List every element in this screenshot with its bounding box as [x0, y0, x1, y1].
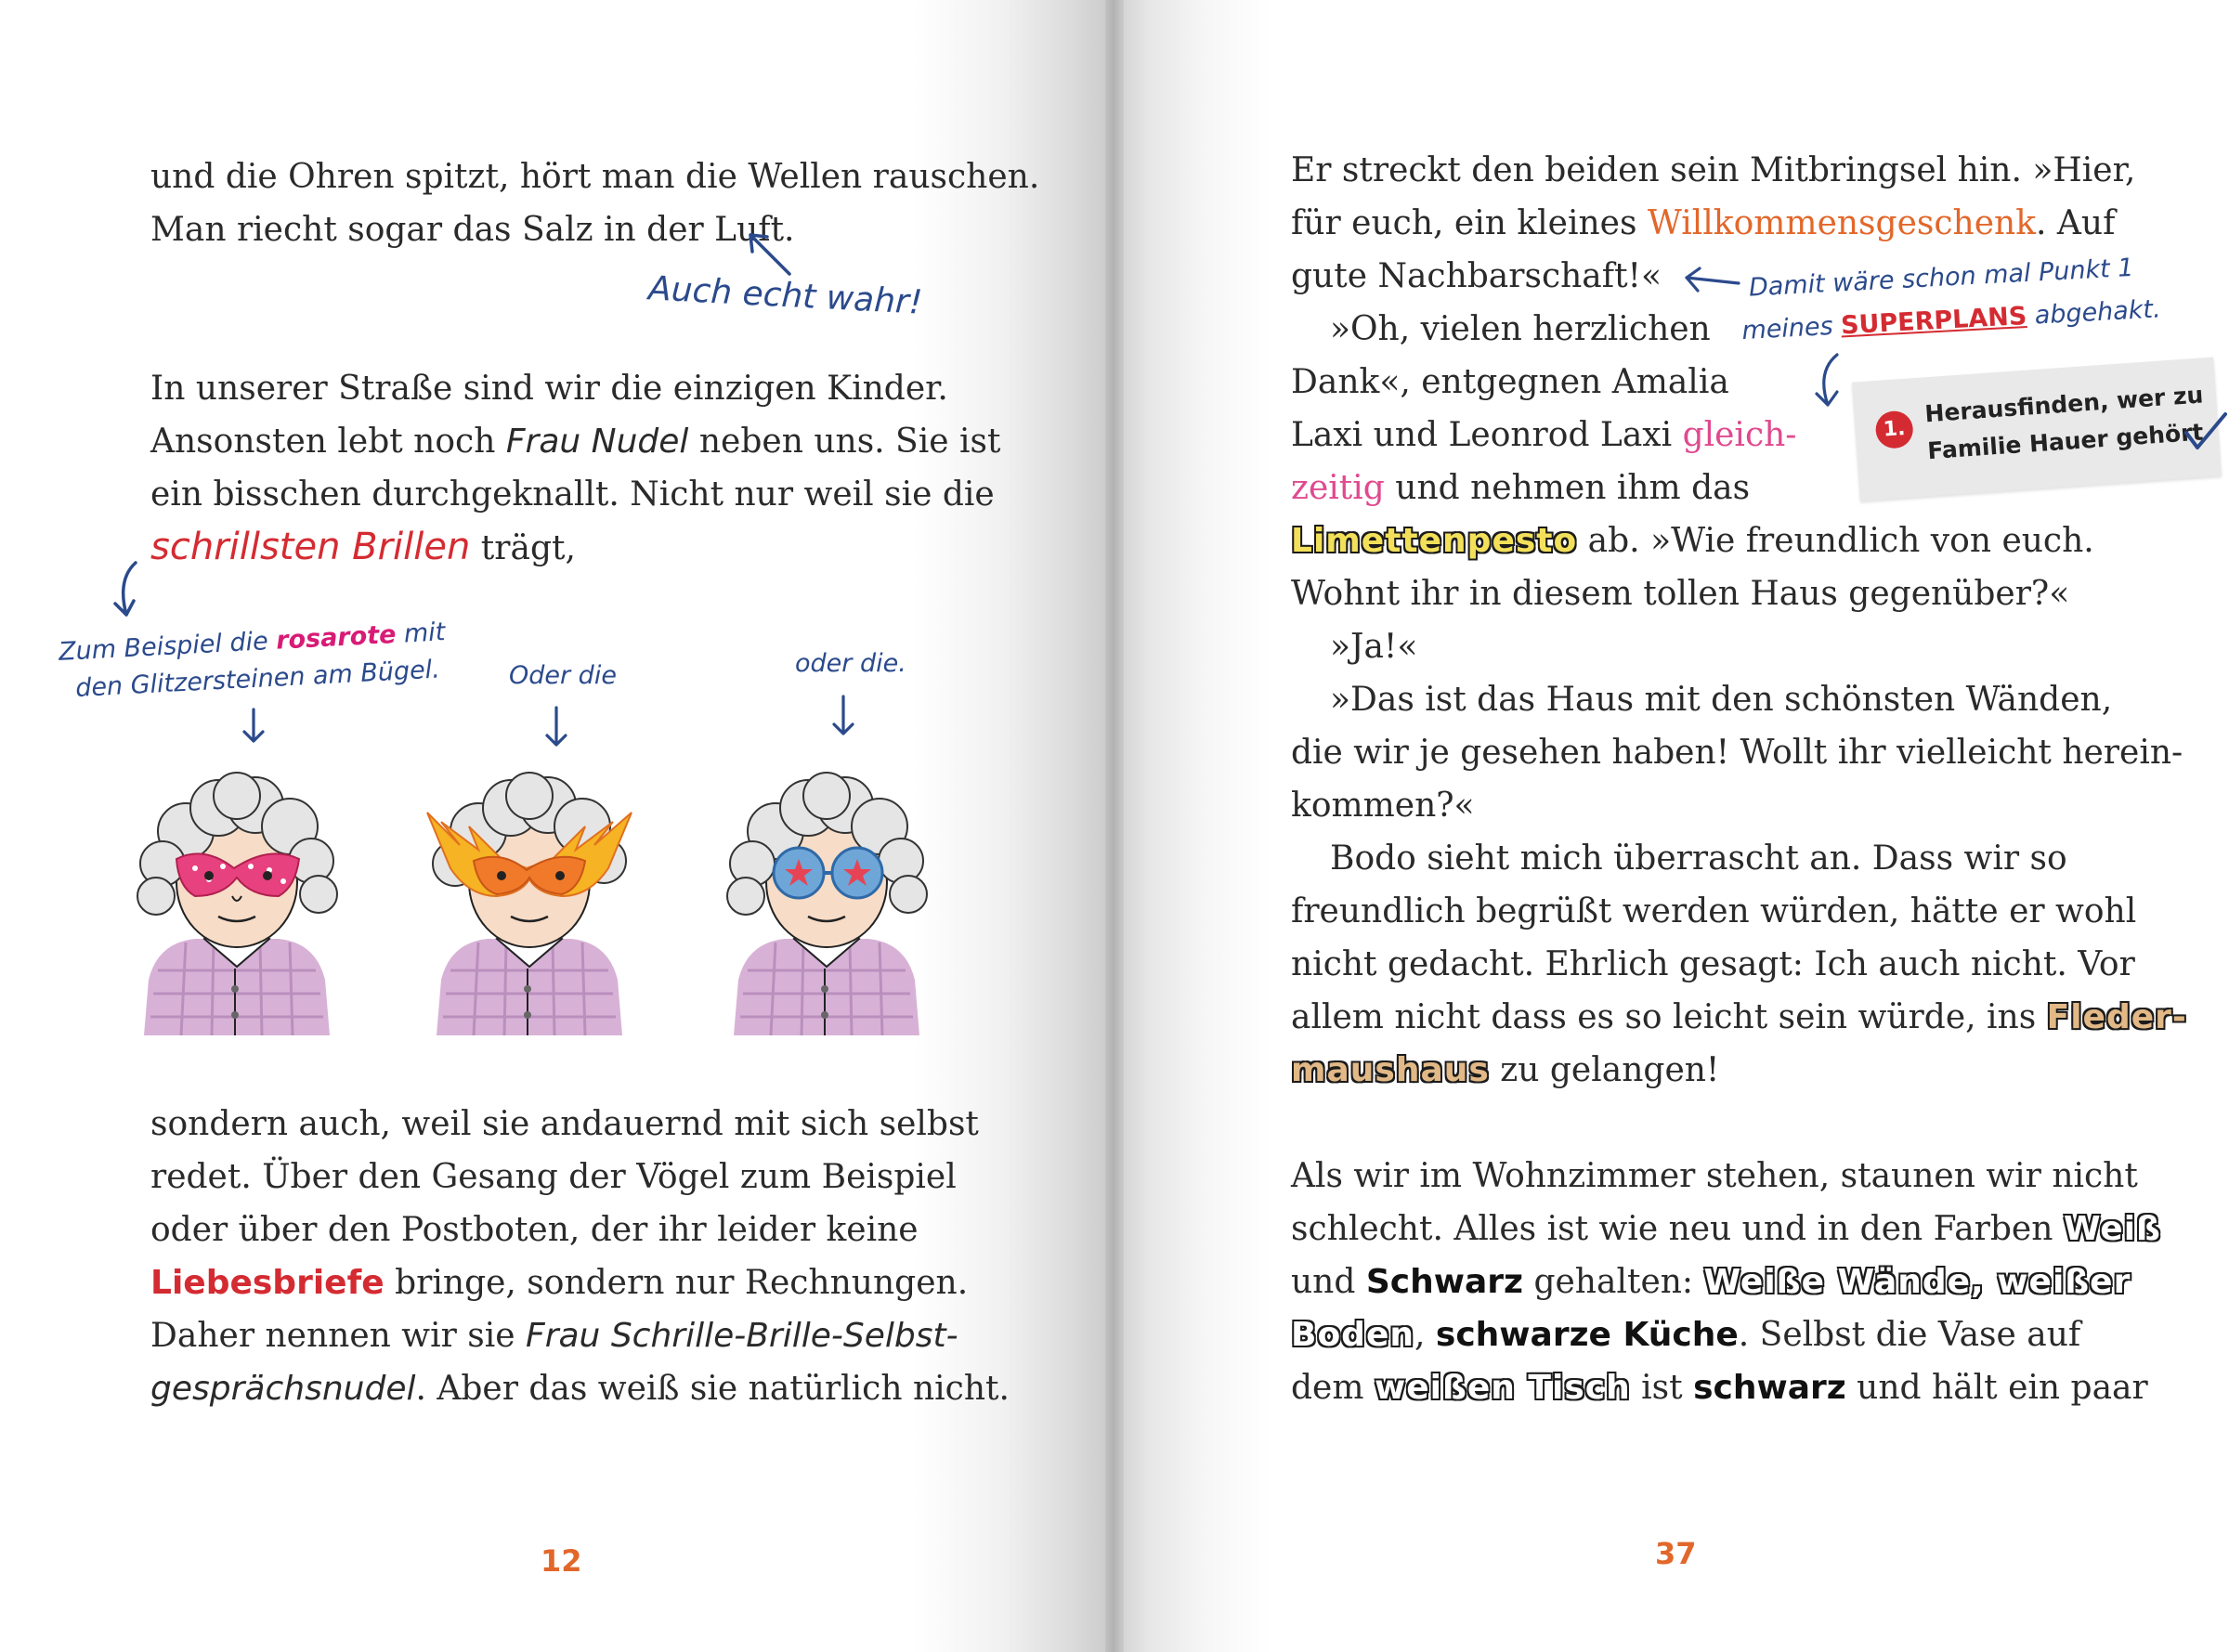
checkmark-icon [2183, 409, 2229, 455]
text-span: und nehmen ihm das [1384, 469, 1751, 507]
text-line [1291, 1255, 2187, 1308]
text-span: Damit wäre schon mal Punkt 1 [1748, 253, 2135, 303]
schwarze-kueche-text: schwarze Küche [1435, 1316, 1739, 1354]
text-line: »Das ist das Haus mit den schönsten Wänden, [1330, 681, 2113, 719]
arrow-down-icon [542, 706, 570, 750]
text-span: schlecht. Alles ist wie neu und in den Farben [1291, 1210, 2064, 1248]
text-line: und die Ohren spitzt, hört man die Wellen rauschen. [150, 158, 1040, 196]
text-line: Man riecht sogar das Salz in der Luft. [150, 211, 795, 249]
schrillsten-brillen-text: schrillsten Brillen [150, 526, 471, 568]
text-line [1291, 197, 2187, 250]
rosarote-text: rosarote [275, 619, 398, 656]
text-span: bringe, sondern nur Rechnungen. [384, 1264, 969, 1302]
text-line: gute Nachbarschaft!« [1291, 257, 1662, 295]
paragraph-1 [150, 150, 1039, 256]
liebesbriefe-text: Liebesbriefe [150, 1264, 385, 1302]
weiss-text: Weiß [2063, 1210, 2161, 1248]
text-line: freundlich begrüßt werden würden, hätte er wohl [1291, 892, 2137, 930]
text-line [150, 521, 1000, 574]
text-line [1291, 1044, 2187, 1097]
arrow-down-icon [829, 695, 857, 739]
note-card [1852, 358, 2222, 501]
text-span: Herausfinden, wer zu [1923, 381, 2205, 428]
caption-oder-die-2: oder die. [795, 649, 906, 678]
text-line: Dank«, entgegnen Amalia [1291, 363, 1729, 401]
weisse-waende-text: Weiße Wände, weißer [1703, 1263, 2131, 1301]
text-line [150, 1256, 1010, 1309]
arrow-left-icon [1679, 265, 1744, 298]
nickname-text: gesprächsnudel [150, 1370, 416, 1408]
page-number-right: 37 [1655, 1536, 1697, 1571]
text-line: Bodo sieht mich überrascht an. Dass wir so [1330, 839, 2067, 878]
text-span: neben uns. Sie ist [688, 423, 1001, 461]
text-line: redet. Über den Gesang der Vögel zum Beispiel [150, 1158, 957, 1196]
text-line [150, 1362, 1010, 1415]
curved-arrow-icon [1811, 351, 1848, 414]
willkommensgeschenk-text: Willkommensgeschenk [1647, 204, 2037, 242]
text-span: abgehakt. [2026, 294, 2162, 331]
text-span: ab. »Wie freundlich von euch. [1577, 522, 2094, 560]
gleichzeitig-text: gleich- [1682, 416, 1797, 454]
schwarz-text: schwarz [1693, 1369, 1846, 1407]
paragraph-2 [150, 362, 1000, 574]
text-span: meines [1740, 311, 1842, 346]
grandma-illustration-star-glasses [720, 757, 933, 1035]
text-line: die wir je gesehen haben! Wollt ihr vielleicht herein- [1291, 734, 2183, 772]
text-span: den Glitzersteinen am Bügel. [74, 655, 441, 704]
caption-rosarote [58, 614, 448, 709]
nickname-text: Frau Schrille-Brille-Selbst- [525, 1317, 958, 1355]
text-span: Daher nennen wir sie [150, 1317, 526, 1355]
annotation-auch-echt-wahr: Auch echt wahr! [647, 269, 924, 322]
gleichzeitig-text: zeitig [1291, 469, 1385, 507]
limettenpesto-text: Limettenpesto [1291, 522, 1578, 560]
text-span: Laxi und Leonrod Laxi [1291, 416, 1683, 454]
text-line: oder über den Postboten, der ihr leider keine [150, 1211, 919, 1249]
note-number-badge: 1. [1874, 410, 1914, 449]
text-span: . Auf [2036, 204, 2116, 242]
text-line: Als wir im Wohnzimmer stehen, staunen wir nicht [1291, 1157, 2138, 1195]
text-span: mit [395, 618, 447, 649]
text-span: Zum Beispiel die [58, 626, 278, 667]
text-line: sondern auch, weil sie andauernd mit sich selbst [150, 1105, 979, 1143]
text-line: kommen?« [1291, 787, 1475, 825]
text-line: »Oh, vielen herzlichen [1330, 310, 1711, 348]
text-span: ist [1630, 1369, 1694, 1407]
paragraph-3 [150, 1098, 1010, 1415]
frau-nudel-text: Frau Nudel [505, 423, 689, 461]
text-line [1291, 1361, 2187, 1414]
text-span: und [1291, 1263, 1366, 1301]
text-span: . Selbst die Vase auf [1738, 1316, 2081, 1354]
text-line: Er streckt den beiden sein Mitbringsel hin. »Hier, [1291, 151, 2136, 189]
boden-text: Boden [1291, 1316, 1414, 1354]
fledermaushaus-text: maushaus [1291, 1051, 1490, 1089]
text-line: In unserer Straße sind wir die einzigen Kinder. [150, 370, 948, 408]
text-span: trägt, [470, 529, 576, 567]
text-line [1291, 514, 2187, 567]
arrow-down-icon [240, 708, 267, 747]
caption-oder-die: Oder die [509, 661, 617, 690]
note-card-text [1923, 376, 2207, 470]
schwarz-text: Schwarz [1365, 1263, 1524, 1301]
text-span: und hält ein paar [1845, 1369, 2148, 1407]
book-gutter [1105, 0, 1124, 1652]
text-line [150, 1309, 1010, 1362]
left-page [0, 0, 1114, 1652]
fledermaushaus-text: Fleder- [2046, 998, 2187, 1036]
text-line [1291, 1308, 2187, 1361]
superplans-text: SUPERPLANS [1840, 301, 2028, 341]
text-span: allem nicht dass es so leicht sein würde, ins [1291, 998, 2047, 1036]
spacer-line [1291, 1097, 2187, 1150]
text-span: dem [1291, 1369, 1375, 1407]
text-line: Wohnt ihr in diesem tollen Haus gegenüber?« [1291, 575, 2070, 613]
text-span: zu gelangen! [1489, 1051, 1720, 1089]
grandma-illustration-flame-glasses [423, 757, 636, 1035]
text-line: nicht gedacht. Ehrlich gesagt: Ich auch nicht. Vor [1291, 945, 2135, 983]
text-line: ein bisschen durchgeknallt. Nicht nur weil sie die [150, 475, 995, 514]
weissen-tisch-text: weißen Tisch [1374, 1369, 1631, 1407]
text-span: gehalten: [1523, 1263, 1704, 1301]
text-span: . Aber das weiß sie natürlich nicht. [415, 1370, 1010, 1408]
text-line [150, 415, 1000, 468]
grandma-illustration-pink-glasses [130, 757, 344, 1035]
text-line: »Ja!« [1330, 628, 1418, 666]
text-span: Ansonsten lebt noch [150, 423, 506, 461]
curved-arrow-icon [110, 559, 147, 624]
text-span: Familie Hauer gehört [1926, 418, 2205, 465]
text-span: , [1414, 1316, 1436, 1354]
text-line [1291, 1203, 2187, 1255]
text-line [1291, 991, 2187, 1044]
text-span: für euch, ein kleines [1291, 204, 1648, 242]
page-number-left: 12 [541, 1543, 582, 1579]
